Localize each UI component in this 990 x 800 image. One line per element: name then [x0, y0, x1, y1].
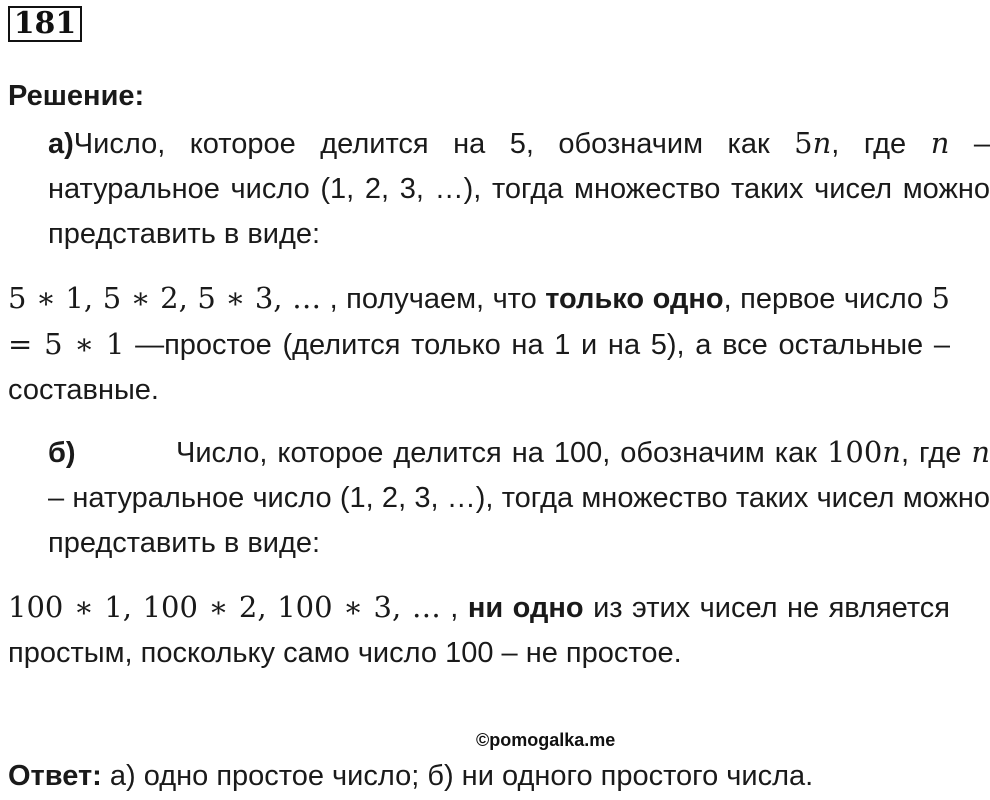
part-b-var-n-2: n	[971, 435, 990, 469]
part-b-intro	[8, 430, 990, 566]
part-b-bold-none: ни одно	[467, 592, 584, 624]
part-a-text-4: , получаем, что	[321, 283, 546, 315]
part-a-var-n: n	[812, 126, 832, 160]
watermark: ©pomogalka.me	[476, 730, 616, 750]
part-a-text-1: Число, которое делится на 5, обозначим как	[73, 128, 795, 160]
part-a-text-2: , где	[831, 128, 931, 160]
solution-heading: Решение:	[8, 80, 145, 112]
part-b-math-100: 100	[826, 435, 883, 469]
part-a-text-6: —простое (делится только на 1 и на 5), а все остальные – составные.	[8, 329, 950, 406]
task-number-box: 181	[8, 6, 82, 42]
part-a-text-5: , первое число	[723, 283, 932, 315]
part-a-result	[8, 276, 950, 413]
part-b-var-n: n	[882, 435, 901, 469]
part-a-sequence: 5 ∗ 1, 5 ∗ 2, 5 ∗ 3, …	[8, 281, 322, 315]
answer-text: а) одно простое число; б) ни одного простого числа.	[101, 760, 814, 792]
part-b-text-4: ,	[440, 592, 468, 624]
part-a-var-n-2: n	[930, 126, 950, 160]
part-b-text-5: из этих чисел не является простым, поскольку само число 100 – не простое.	[8, 592, 951, 669]
part-a-math-equation: 5 = 5 ∗ 1	[8, 281, 950, 361]
part-b-label: б)	[48, 437, 76, 469]
answer-label: Ответ:	[8, 760, 102, 792]
part-b-text-3: – натуральное число (1, 2, 3, …), тогда множество таких чисел можно представить в виде:	[48, 482, 990, 559]
part-a-text-3: – натуральное число (1, 2, 3, …), тогда множество таких чисел можно представить в виде:	[48, 128, 990, 250]
part-a-bold-only-one: только одно	[545, 283, 724, 315]
answer-line	[8, 756, 813, 796]
part-a-label: а)	[48, 128, 74, 160]
part-a-math-5: 5	[794, 126, 813, 160]
part-a-intro	[8, 121, 990, 257]
part-b-text-2: , где	[900, 437, 972, 469]
part-b-result	[8, 585, 950, 676]
part-b-text-1: Число, которое делится на 100, обозначим как	[176, 437, 827, 469]
part-b-sequence: 100 ∗ 1, 100 ∗ 2, 100 ∗ 3, …	[8, 590, 441, 624]
